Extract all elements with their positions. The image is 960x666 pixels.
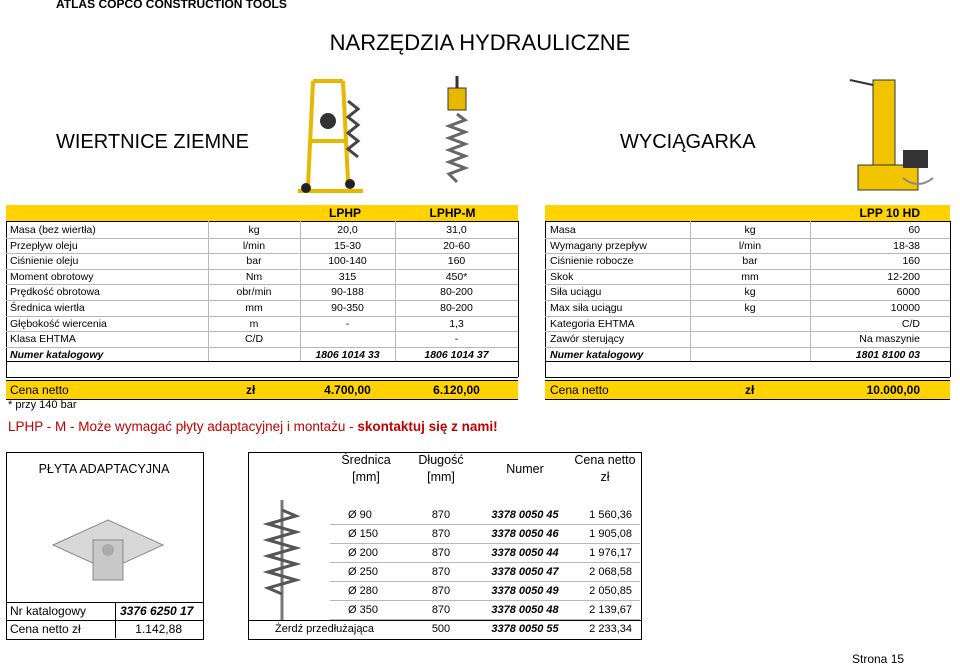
auger-row-price: 1 905,08 xyxy=(589,528,632,540)
left-row-lphp: 15-30 xyxy=(334,239,361,252)
auger-row-price: 2 139,67 xyxy=(589,604,632,616)
left-row-lphp-m: - xyxy=(454,333,459,346)
auger-header-price: Cena netto zł xyxy=(574,453,636,484)
auger-screw-image xyxy=(262,500,302,620)
left-price-lphp-m: 6.120,00 xyxy=(433,383,480,397)
left-row-lphp-m: 1806 1014 37 xyxy=(424,348,489,361)
left-row-label: Masa (bez wiertła) xyxy=(10,224,96,236)
auger-row-number: 3378 0050 47 xyxy=(491,566,559,578)
auger-row-diameter: Ø 250 xyxy=(348,566,378,578)
extension-label: Żerdź przedłużająca xyxy=(275,623,375,635)
left-price-currency: zł xyxy=(246,383,256,397)
left-row-label: Przepływ oleju xyxy=(10,239,78,252)
left-row-unit: m xyxy=(249,317,259,330)
right-row-value: 12-200 xyxy=(887,270,920,283)
right-row-label: Numer katalogowy xyxy=(550,348,644,361)
left-row-lphp-m: 20-60 xyxy=(443,239,470,252)
adapter-plate-image xyxy=(48,515,168,590)
auger-header-diameter: Średnica [mm] xyxy=(341,453,391,484)
auger-row-length: 870 xyxy=(431,547,451,559)
auger-drill-image xyxy=(438,74,478,199)
model-lpp10hd: LPP 10 HD xyxy=(859,206,920,220)
right-row-unit xyxy=(690,331,810,347)
left-row-unit: mm xyxy=(245,302,263,314)
right-row-unit: kg xyxy=(744,302,756,314)
right-row-label: Skok xyxy=(550,270,574,283)
auger-row-price: 2 050,85 xyxy=(589,585,632,597)
left-price-label: Cena netto xyxy=(10,383,69,397)
auger-row-number: 3378 0050 44 xyxy=(491,547,559,559)
auger-row-length: 870 xyxy=(431,566,451,578)
left-row-unit: C/D xyxy=(244,333,264,346)
brand-label: ATLAS COPCO CONSTRUCTION TOOLS xyxy=(56,0,287,11)
right-price-label: Cena netto xyxy=(550,383,609,397)
left-row-lphp-m: 160 xyxy=(447,255,466,268)
auger-header-length: Długość [mm] xyxy=(418,453,464,484)
left-row-label: Klasa EHTMA xyxy=(10,333,76,346)
left-row-lphp: 90-350 xyxy=(331,302,364,314)
auger-row-length: 870 xyxy=(431,528,451,540)
auger-header-number: Numer xyxy=(506,462,544,476)
auger-frame-image xyxy=(288,66,388,196)
right-row-value: 10000 xyxy=(890,302,920,314)
left-row-lphp: 90-188 xyxy=(331,286,364,299)
left-row-label: Ciśnienie oleju xyxy=(10,255,79,268)
auger-row-diameter: Ø 280 xyxy=(348,585,378,597)
left-row-lphp: - xyxy=(345,317,350,330)
left-row-label: Numer katalogowy xyxy=(10,348,104,361)
left-row-lphp: 1806 1014 33 xyxy=(315,348,380,361)
left-row-lphp-m: 80-200 xyxy=(440,302,473,314)
right-row-label: Wymagany przepływ xyxy=(550,239,647,252)
right-row-unit xyxy=(690,316,810,332)
right-row-value: 1801 8100 03 xyxy=(855,348,920,361)
left-row-unit: Nm xyxy=(245,270,263,283)
right-row-label: Zawór sterujący xyxy=(550,333,625,346)
right-row-unit: kg xyxy=(744,224,756,236)
left-price-lphp: 4.700,00 xyxy=(324,383,371,397)
left-row-lphp-m: 450* xyxy=(445,270,468,283)
model-lphp-m: LPHP-M xyxy=(429,206,476,220)
footnote: * przy 140 bar xyxy=(8,399,77,411)
right-row-label: Masa xyxy=(550,224,576,236)
left-row-lphp xyxy=(300,331,395,347)
extension-number: 3378 0050 55 xyxy=(491,623,559,635)
auger-row-price: 2 068,58 xyxy=(589,566,632,578)
left-row-label: Średnica wiertła xyxy=(10,302,85,314)
right-row-value: 60 xyxy=(908,224,920,236)
left-row-lphp: 20,0 xyxy=(337,224,358,236)
right-row-value: 18-38 xyxy=(893,239,920,252)
right-price-currency: zł xyxy=(745,383,755,397)
left-row-unit: kg xyxy=(248,224,260,236)
right-row-unit: kg xyxy=(744,286,756,299)
page-number: Strona 15 xyxy=(852,652,905,666)
extension-price: 2 233,34 xyxy=(589,623,632,635)
left-row-unit: bar xyxy=(246,255,262,268)
left-row-unit: obr/min xyxy=(236,286,272,299)
right-row-label: Max siła uciągu xyxy=(550,302,623,314)
right-row-unit xyxy=(690,347,810,363)
auger-row-number: 3378 0050 46 xyxy=(491,528,559,540)
auger-row-diameter: Ø 350 xyxy=(348,604,378,616)
auger-row-number: 3378 0050 48 xyxy=(491,604,559,616)
winch-image xyxy=(848,70,938,195)
auger-row-diameter: Ø 200 xyxy=(348,547,378,559)
auger-row-length: 870 xyxy=(431,585,451,597)
left-row-lphp-m: 80-200 xyxy=(440,286,473,299)
right-row-label: Kategoria EHTMA xyxy=(550,317,635,330)
warning-note: LPHP - M - Może wymagać płyty adaptacyjnej i montażu - skontaktuj się z nami! xyxy=(8,419,498,434)
plate-nr-value: 3376 6250 17 xyxy=(120,604,194,618)
right-price-value: 10.000,00 xyxy=(866,383,920,397)
plate-price-value: 1.142,88 xyxy=(135,622,182,636)
plate-title: PŁYTA ADAPTACYJNA xyxy=(38,462,170,476)
left-row-label: Moment obrotowy xyxy=(10,270,94,283)
left-row-lphp-m: 31,0 xyxy=(446,224,467,236)
auger-row-number: 3378 0050 49 xyxy=(491,585,559,597)
page-title: NARZĘDZIA HYDRAULICZNE xyxy=(329,30,631,55)
left-row-lphp-m: 1,3 xyxy=(449,317,464,330)
auger-row-number: 3378 0050 45 xyxy=(491,509,559,521)
right-row-label: Ciśnienie robocze xyxy=(550,255,634,268)
left-row-lphp: 315 xyxy=(338,270,357,283)
right-row-unit: bar xyxy=(742,255,758,268)
left-section-title: WIERTNICE ZIEMNE xyxy=(56,131,249,153)
left-row-unit xyxy=(208,347,300,363)
plate-price-label: Cena netto zł xyxy=(10,622,81,636)
auger-row-diameter: Ø 150 xyxy=(348,528,378,540)
right-row-value: 160 xyxy=(902,255,920,268)
model-lphp: LPHP xyxy=(328,206,361,220)
left-row-lphp: 100-140 xyxy=(328,255,367,268)
plate-nr-label: Nr katalogowy xyxy=(10,604,87,618)
auger-row-price: 1 560,36 xyxy=(589,509,632,521)
right-row-unit: l/min xyxy=(738,239,762,252)
left-row-label: Głębokość wiercenia xyxy=(10,317,107,330)
right-row-unit: mm xyxy=(741,270,759,283)
extension-length: 500 xyxy=(431,623,451,635)
auger-row-length: 870 xyxy=(431,509,451,521)
auger-row-diameter: Ø 90 xyxy=(348,509,372,521)
auger-row-length: 870 xyxy=(431,604,451,616)
right-row-value: C/D xyxy=(901,317,920,330)
left-row-label: Prędkość obrotowa xyxy=(10,286,100,299)
right-section-title: WYCIĄGARKA xyxy=(620,131,756,153)
left-row-unit: l/min xyxy=(242,239,266,252)
right-row-value: 6000 xyxy=(896,286,920,299)
right-row-label: Siła uciągu xyxy=(550,286,602,299)
right-row-value: Na maszynie xyxy=(859,333,920,346)
auger-row-price: 1 976,17 xyxy=(589,547,632,559)
